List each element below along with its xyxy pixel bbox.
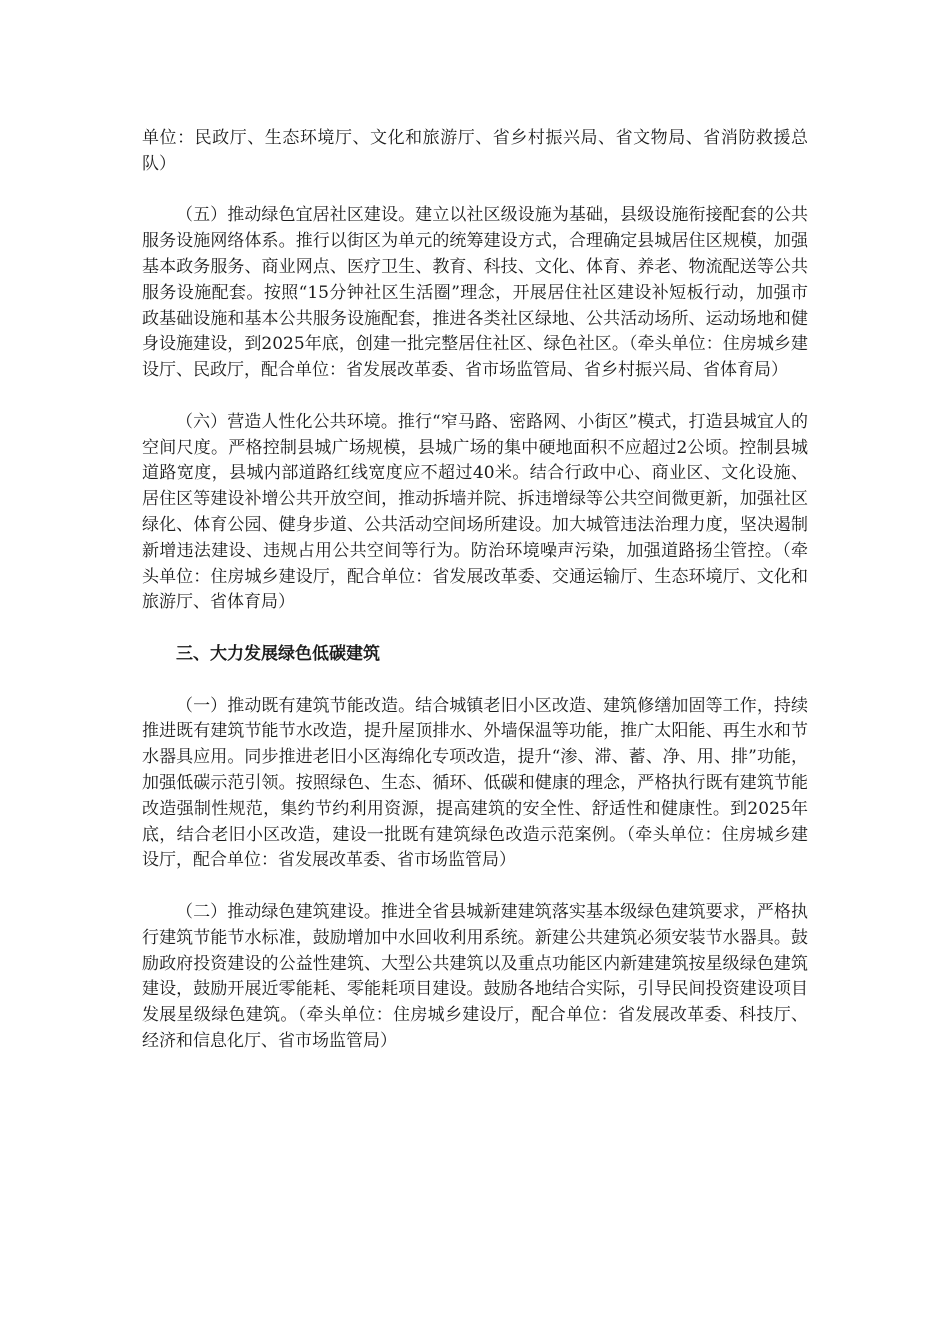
paragraph-green-building-construction: （二）推动绿色建筑建设。推进全省县城新建建筑落实基本级绿色建筑要求，严格执行建筑节能节水标准，鼓励增加中水回收利用系统。新建公共建筑必须安装节水器具。鼓励政府投资建设的公益性建筑、大型公共建筑以及重点功能区内新建建筑按星级绿色建筑建设，鼓励开展近零能耗、零能耗项目建设。鼓励各地结合实际，引导民间投资建设项目发展星级绿色建筑。（牵头单位：住房城乡建设厅，配合单位：省发展改革委、科技厅、经济和信息化厅、省市场监管局） xyxy=(142,901,808,1051)
paragraph-green-community: （五）推动绿色宜居社区建设。建立以社区级设施为基础，县级设施衔接配套的公共服务设施网络体系。推行以街区为单元的统筹建设方式，合理确定县城居住区规模，加强基本政务服务、商业网点、医疗卫生、教育、科技、文化、体育、养老、物流配送等公共服务设施配套。按照“15分钟社区生活圈”理念，开展居住社区建设补短板行动，加强市政基础设施和基本公共服务设施配套，推进各类社区绿地、公共活动场所、运动场地和健身设施建设，到2025年底，创建一批完整居住社区、绿色社区。（牵头单位：住房城乡建设厅、民政厅，配合单位：省发展改革委、省市场监管局、省乡村振兴局、省体育局） xyxy=(142,205,808,381)
paragraph-energy-retrofit: （一）推动既有建筑节能改造。结合城镇老旧小区改造、建筑修缮加固等工作，持续推进既有建筑节能节水改造，提升屋顶排水、外墙保温等功能，推广太阳能、再生水和节水器具应用。同步推进老旧小区海绵化专项改造，提升“渗、滞、蓄、净、用、排”功能，加强低碳示范引领。按照绿色、生态、循环、低碳和健康的理念，严格执行既有建筑节能改造强制性规范，集约节约利用资源，提高建筑的安全性、舒适性和健康性。到2025年底，结合老旧小区改造，建设一批既有建筑绿色改造示范案例。（牵头单位：住房城乡建设厅，配合单位：省发展改革委、省市场监管局） xyxy=(142,695,808,871)
paragraph-continued: 单位：民政厅、生态环境厅、文化和旅游厅、省乡村振兴局、省文物局、省消防救援总队） xyxy=(142,128,808,174)
paragraph-public-environment: （六）营造人性化公共环境。推行“窄马路、密路网、小街区”模式，打造县城宜人的空间尺度。严格控制县城广场规模，县城广场的集中硬地面积不应超过2公顷。控制县城道路宽度，县城内部道路红线宽度应不超过40米。结合行政中心、商业区、文化设施、居住区等建设补增公共开放空间，推动拆墙并院、拆违增绿等公共空间微更新，加强社区绿化、体育公园、健身步道、公共活动空间场所建设。加大城管违法治理力度，坚决遏制新增违法建设、违规占用公共空间等行为。防治环境噪声污染，加强道路扬尘管控。（牵头单位：住房城乡建设厅，配合单位：省发展改革委、交通运输厅、生态环境厅、文化和旅游厅、省体育局） xyxy=(142,411,808,613)
document-body xyxy=(142,126,808,1080)
section-heading-green-buildings: 三、大力发展绿色低碳建筑 xyxy=(176,643,380,664)
